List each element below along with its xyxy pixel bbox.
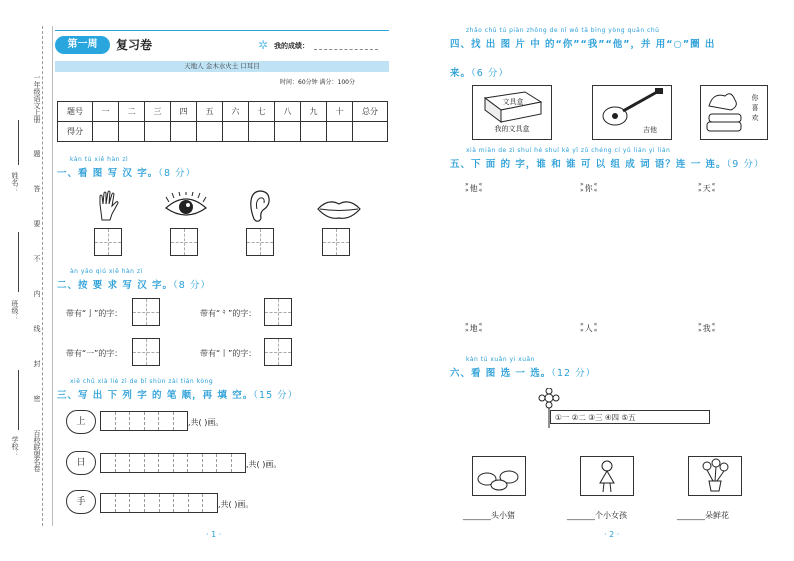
- table-cell: 八: [275, 102, 301, 122]
- time-info: 时间：60分钟 满分：100分: [280, 79, 355, 86]
- word-top-2: 你: [584, 183, 593, 193]
- stroke-count-blank-2[interactable]: ,共( )画。: [246, 460, 282, 469]
- eye-icon: [163, 192, 209, 220]
- class-label: 班级：: [11, 300, 19, 321]
- score-cell[interactable]: [275, 122, 301, 142]
- table-cell: 七: [249, 102, 275, 122]
- pencil-case-icon: [473, 86, 551, 126]
- question-2-2: 带有“⺀”的字：: [200, 309, 257, 318]
- writing-box[interactable]: [132, 338, 160, 366]
- section-1-pinyin: kàn tú xiě hàn zì: [70, 156, 129, 163]
- caption-3-line-2: 喜: [751, 104, 759, 112]
- page-number-left: · 1 ·: [206, 530, 222, 539]
- word-top-3: 天: [702, 183, 711, 193]
- score-label: 我的成绩：: [274, 42, 309, 50]
- table-cell: 一: [93, 102, 119, 122]
- section-4-points: （6 分）: [471, 68, 509, 79]
- margin-rule: [52, 26, 53, 526]
- section-1-points: （8 分）: [158, 168, 197, 179]
- table-cell: 五: [197, 102, 223, 122]
- class-blank[interactable]: [18, 232, 20, 292]
- section-3-title: 三、写 出 下 列 字 的 笔 顺，再 填 空。: [57, 390, 254, 401]
- connect-word[interactable]: » » 地 « «: [465, 321, 483, 334]
- connect-word[interactable]: » » 我 « «: [698, 321, 716, 334]
- table-cell: 题号: [58, 102, 93, 122]
- writing-box[interactable]: [170, 228, 198, 256]
- section-6-title: 六、看 图 选 一 选。: [450, 368, 552, 379]
- seal-char-8: 密: [33, 395, 41, 402]
- answer-blank-pigs[interactable]: _______头小猪: [463, 511, 515, 520]
- caption-3-line-1: 你: [751, 94, 759, 102]
- question-2-1: 带有“亅”的字：: [66, 309, 123, 318]
- ear-icon: [248, 189, 272, 223]
- table-cell: 九: [301, 102, 327, 122]
- stroke-boxes[interactable]: [100, 411, 188, 431]
- gear-icon: ✲: [258, 38, 269, 52]
- question-2-4: 带有“丨”的字：: [200, 349, 257, 358]
- section-4-pinyin: zhǎo chū tú piàn zhōng de nǐ wǒ tā bìng yòng quān chū: [466, 27, 660, 34]
- score-table-header-row: [58, 102, 388, 122]
- section-6-points: （12 分）: [551, 368, 597, 379]
- table-cell: 四: [171, 102, 197, 122]
- topic-band: 天地人 金木水火土 口耳目: [55, 61, 389, 72]
- name-label: 姓名：: [11, 172, 19, 193]
- section-1-heading: [57, 165, 196, 179]
- table-cell: 二: [119, 102, 145, 122]
- section-2-title: 二、按 要 求 写 汉 字。: [57, 280, 174, 291]
- hand-icon: [94, 190, 124, 222]
- score-cell[interactable]: [327, 122, 353, 142]
- pencil-case-picture[interactable]: [472, 85, 552, 140]
- caption-3-line-3: 欢: [751, 114, 759, 122]
- answer-blank-flowers[interactable]: _______朵鲜花: [677, 511, 729, 520]
- seal-char-5: 内: [33, 290, 41, 297]
- flowerpot-icon: [689, 457, 741, 495]
- char-heart-1: 上: [66, 410, 96, 434]
- stroke-boxes[interactable]: [100, 493, 218, 513]
- connect-word[interactable]: » » 天 « «: [698, 181, 716, 194]
- section-2-points: （8 分）: [173, 280, 211, 291]
- seal-char-2: 答: [33, 185, 41, 192]
- stroke-boxes[interactable]: [100, 453, 246, 473]
- word-bottom-1: 地: [469, 323, 478, 333]
- section-5-pinyin: xià miàn de zì shuí hé shuí kě yǐ zǔ chéng cí yǔ lián yi lián: [466, 147, 671, 154]
- soap-icon: [701, 86, 767, 138]
- section-2-heading: [57, 277, 211, 291]
- guitar-picture[interactable]: [592, 85, 672, 140]
- connect-word[interactable]: » » 你 « «: [580, 181, 598, 194]
- score-cell[interactable]: [353, 122, 388, 142]
- score-cell[interactable]: [145, 122, 171, 142]
- seal-char-7: 封: [33, 360, 41, 367]
- stroke-count-blank-1[interactable]: ,共( )画。: [188, 418, 224, 427]
- header-rule: [55, 30, 389, 31]
- seal-char-4: 不: [33, 255, 41, 262]
- score-field[interactable]: [314, 49, 378, 50]
- answer-blank-girl[interactable]: _______个小女孩: [567, 511, 627, 520]
- word-top-1: 他: [469, 183, 478, 193]
- section-6-heading: [450, 365, 596, 379]
- section-2-pinyin: àn yāo qiú xiě hàn zì: [70, 268, 143, 275]
- school-label: 学校：: [11, 436, 19, 457]
- score-cell[interactable]: [93, 122, 119, 142]
- table-cell: 六: [223, 102, 249, 122]
- question-2-3: 带有“一”的字：: [66, 349, 123, 358]
- section-5-heading: [450, 156, 764, 170]
- flowers-picture: [688, 456, 742, 496]
- pig-icon: [473, 457, 525, 495]
- girl-picture: [580, 456, 634, 496]
- name-blank[interactable]: [18, 120, 20, 165]
- connect-word[interactable]: » » 人 « «: [580, 321, 598, 334]
- table-cell: 十: [327, 102, 353, 122]
- score-cell[interactable]: [301, 122, 327, 142]
- caption-2: 吉他: [643, 126, 657, 134]
- section-3-points: （15 分）: [253, 390, 299, 401]
- writing-box[interactable]: [264, 298, 292, 326]
- cut-line: [42, 26, 44, 526]
- section-5-title: 五、下 面 的 字，谁 和 谁 可 以 组 成 词 语？连 一 连。: [450, 159, 727, 170]
- table-cell: 总分: [353, 102, 388, 122]
- char-heart-3: 手: [66, 490, 96, 514]
- section-3-heading: [57, 387, 298, 401]
- score-cell[interactable]: [249, 122, 275, 142]
- score-cell[interactable]: [197, 122, 223, 142]
- writing-box[interactable]: [94, 228, 122, 256]
- section-5-points: （9 分）: [726, 159, 765, 170]
- seal-char-6: 线: [33, 325, 41, 332]
- soap-picture[interactable]: [700, 85, 768, 140]
- section-6-pinyin: kàn tú xuǎn yi xuǎn: [466, 356, 536, 363]
- char-heart-2: 日: [66, 451, 96, 475]
- pigs-picture: [472, 456, 526, 496]
- section-4-heading-2: [450, 65, 509, 79]
- week-tag: 第一周: [55, 36, 110, 54]
- grade-motto: 一年级语文上册: [33, 74, 41, 123]
- score-cell[interactable]: [223, 122, 249, 142]
- section-3-pinyin: xiě chū xià liè zì de bǐ shùn zài tián kòng: [70, 378, 214, 385]
- school-blank[interactable]: [18, 370, 20, 430]
- writing-box[interactable]: [264, 338, 292, 366]
- seal-char-3: 要: [33, 220, 41, 227]
- writing-box[interactable]: [322, 228, 350, 256]
- number-options: ①一 ②二 ③三 ④四 ⑤五: [550, 410, 710, 424]
- table-cell: 得分: [58, 122, 93, 142]
- word-bottom-2: 人: [584, 323, 593, 333]
- series-motto: 百校联盟名卷: [33, 430, 41, 472]
- connect-word[interactable]: » » 他 « «: [465, 181, 483, 194]
- score-table-score-row: [58, 122, 388, 142]
- page-number-right: · 2 ·: [604, 530, 620, 539]
- girl-icon: [581, 457, 633, 495]
- pencil-case-box-label: 文具盒: [502, 98, 524, 106]
- section-1-title: 一、看 图 写 汉 字。: [57, 168, 159, 179]
- section-4-title: 四、找 出 图 片 中 的“你”“我”“他”，并 用“○”圈 出: [450, 39, 716, 50]
- seal-char-1: 题: [33, 150, 41, 157]
- caption-1: 我的文具盒: [494, 125, 530, 133]
- section-4-title-2: 来。: [450, 68, 472, 79]
- word-bottom-3: 我: [702, 323, 711, 333]
- table-cell: 三: [145, 102, 171, 122]
- score-cell[interactable]: [119, 122, 145, 142]
- score-cell[interactable]: [171, 122, 197, 142]
- writing-box[interactable]: [246, 228, 274, 256]
- page-title: 复习卷: [116, 38, 153, 52]
- mouth-icon: [316, 198, 362, 220]
- guitar-icon: [597, 86, 667, 128]
- stroke-count-blank-3[interactable]: ,共( )画。: [218, 500, 254, 509]
- writing-box[interactable]: [132, 298, 160, 326]
- score-table: [57, 101, 388, 142]
